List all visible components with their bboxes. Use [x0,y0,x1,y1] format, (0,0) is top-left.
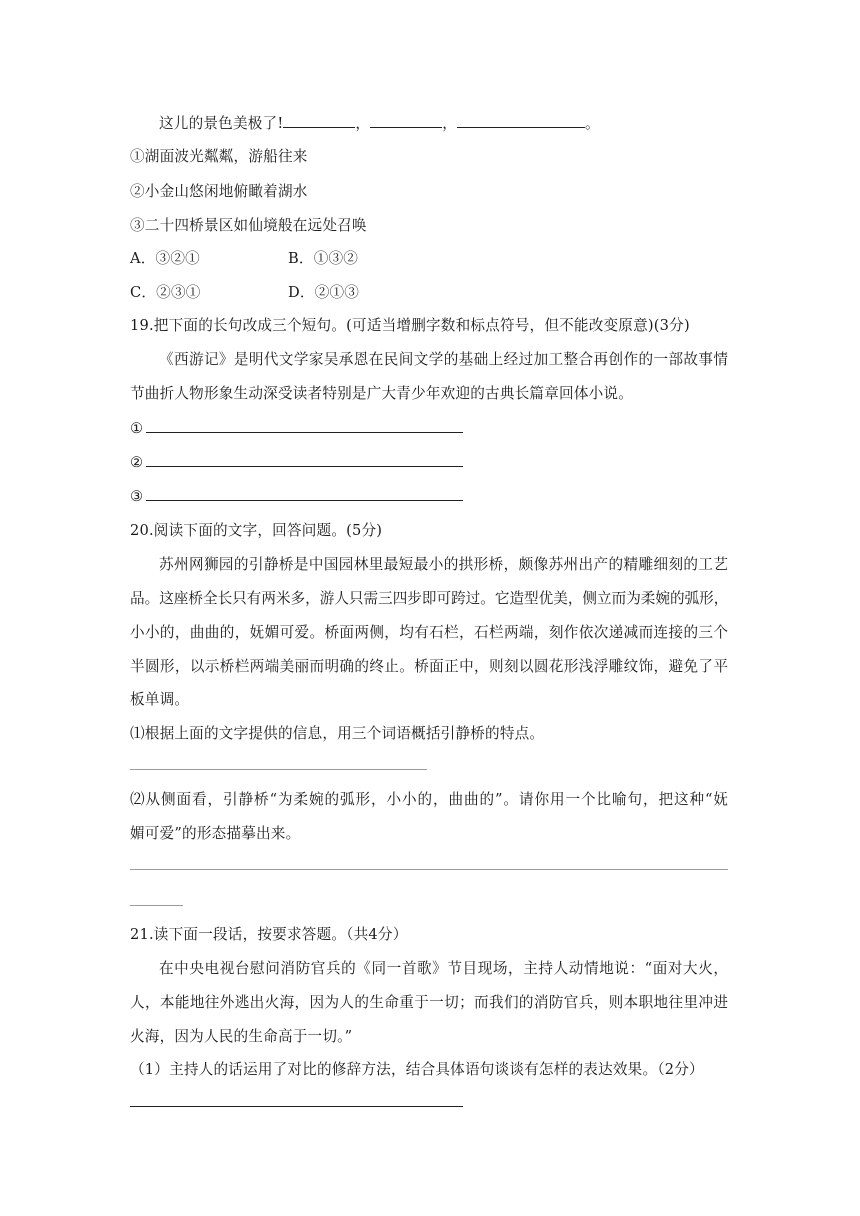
q18-options-row-2 [130,283,359,303]
q20-sub-question-2-line-2: 媚可爱”的形态描摹出来。 [130,825,301,842]
q19-answer-label-1: ① [130,420,144,437]
q20-sub1-answer-line[interactable] [130,769,427,770]
q19-answer-label-3: ③ [130,488,144,505]
q21-paragraph-line-2: 人，本能地往外逃出火海，因为人的生命重于一切；而我们的消防官兵，则本职地往里冲进 [130,994,728,1011]
q19-answer-line-3[interactable] [146,500,463,501]
q19-answer-line-1[interactable] [146,432,463,433]
q19-title: 19.把下面的长句改成三个短句。(可适当增删字数和标点符号，但不能改变原意)(3分) [130,317,690,334]
q20-paragraph-line-3: 小小的，曲曲的，妩媚可爱。桥面两侧，均有石栏，石栏两端，刻作依次递减而连接的三个 [130,624,728,641]
q20-sub2-answer-line-1[interactable] [130,869,728,870]
q19-passage-line-2: 节曲折人物形象生动深受读者特别是广大青少年欢迎的古典长篇章回体小说。 [130,385,633,402]
q18-item-3: ③二十四桥景区如仙境般在远处召唤 [130,217,367,234]
q18-sep-1: ， [355,115,371,132]
q18-option-a[interactable]: A．③②① [130,250,200,267]
q21-paragraph-line-3: 火海，因为人民的生命高于一切。” [130,1028,353,1045]
q18-stem [159,113,600,133]
q18-option-c[interactable]: C．②③① [130,284,201,301]
q20-title: 20.阅读下面的文字，回答问题。(5分) [130,522,383,539]
q18-option-b[interactable]: B．①③② [288,250,359,267]
q18-blank-2[interactable] [370,113,442,128]
q21-title: 21.读下面一段话，按要求答题。（共4分） [130,926,408,943]
q18-option-d[interactable]: D．②①③ [288,284,360,301]
q21-sub1-answer-line[interactable] [130,1106,463,1107]
q20-paragraph-line-2: 品。这座桥全长只有两米多，游人只需三四步即可跨过。它造型优美，侧立而为柔婉的弧形， [130,590,728,607]
q18-blank-3[interactable] [457,113,585,128]
q18-sep-2: ， [442,115,458,132]
q18-end: 。 [585,115,600,132]
q20-sub-question-2-line-1: ⑵从侧面看，引静桥“为柔婉的弧形，小小的，曲曲的”。请你用一个比喻句，把这种“妩 [130,791,728,808]
q19-answer-label-2: ② [130,454,144,471]
q20-sub-question-1: ⑴根据上面的文字提供的信息，用三个词语概括引静桥的特点。 [130,725,545,742]
q20-sub2-answer-line-2[interactable] [130,905,183,906]
q20-paragraph-line-4: 半圆形，以示桥栏两端美丽而明确的终止。桥面正中，则刻以圆花形浅浮雕纹饰，避免了平 [130,658,728,675]
q19-answer-line-2[interactable] [146,466,463,467]
q20-paragraph-line-1: 苏州网狮园的引静桥是中国园林里最短最小的拱形桥，颇像苏州出产的精雕细刻的工艺 [159,556,728,573]
q21-sub-question-1: （1）主持人的话运用了对比的修辞方法，结合具体语句谈谈有怎样的表达效果。（2分） [130,1061,704,1078]
q18-stem-lead: 这儿的景色美极了! [159,115,284,132]
q19-passage-line-1: 《西游记》是明代文学家吴承恩在民间文学的基础上经过加工整合再创作的一部故事情 [159,351,728,368]
q18-item-1: ①湖面波光粼粼，游船往来 [130,148,308,165]
q18-blank-1[interactable] [283,113,355,128]
q20-paragraph-line-5: 板单调。 [130,691,190,708]
q18-item-2: ②小金山悠闲地俯瞰着湖水 [130,183,308,200]
q21-paragraph-line-1: 在中央电视台慰问消防官兵的《同一首歌》节目现场，主持人动情地说：“面对大火， [159,960,728,977]
q18-options-row-1 [130,249,358,269]
